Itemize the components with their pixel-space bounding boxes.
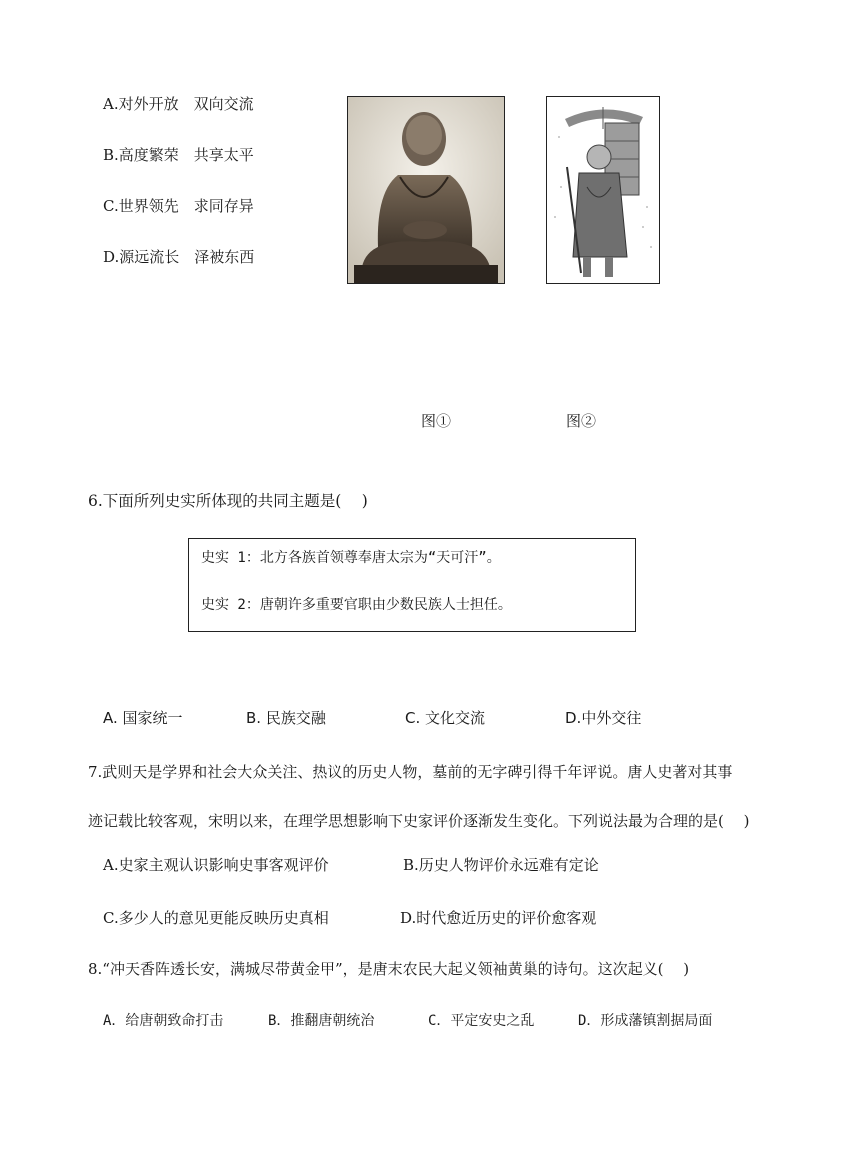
q6-facts-box xyxy=(188,538,636,632)
q8-option-b: B．推翻唐朝统治 xyxy=(268,1013,375,1029)
q6-option-d: D.中外交往 xyxy=(565,709,642,727)
traveling-monk-illustration xyxy=(547,97,659,283)
q6-option-a: A. 国家统一 xyxy=(103,709,183,727)
q6-stem: 6.下面所列史实所体现的共同主题是( ) xyxy=(88,492,368,510)
q6-fact-2: 史实 2：唐朝许多重要官职由少数民族人士担任。 xyxy=(201,597,512,613)
figure-2-caption: 图② xyxy=(566,412,597,430)
figure-1-caption: 图① xyxy=(421,412,452,430)
q5-option-c: C.世界领先 求同存异 xyxy=(103,197,254,215)
q6-option-b: B. 民族交融 xyxy=(246,709,326,727)
q5-option-a: A.对外开放 双向交流 xyxy=(103,95,254,113)
q5-option-b: B.高度繁荣 共享太平 xyxy=(103,146,254,164)
q7-stem-line-1: 7.武则天是学界和社会大众关注、热议的历史人物，墓前的无字碑引得千年评说。唐人史著对其事 xyxy=(88,763,733,781)
q7-option-a: A.史家主观认识影响史事客观评价 xyxy=(103,856,329,874)
q7-stem-line-2: 迹记载比较客观，宋明以来，在理学思想影响下史家评价逐渐发生变化。下列说法最为合理的是( ) xyxy=(88,812,750,830)
q8-stem: 8.“冲天香阵透长安，满城尽带黄金甲”，是唐末农民大起义领袖黄巢的诗句。这次起义( ) xyxy=(88,960,690,978)
figure-1-seated-monk-statue xyxy=(347,96,505,284)
q8-option-c: C．平定安史之乱 xyxy=(428,1013,535,1029)
monk-statue-illustration xyxy=(348,97,504,283)
q8-option-a: A．给唐朝致命打击 xyxy=(103,1013,224,1029)
q7-option-d: D.时代愈近历史的评价愈客观 xyxy=(400,909,597,927)
q6-fact-1: 史实 1：北方各族首领尊奉唐太宗为“天可汗”。 xyxy=(201,550,501,566)
q5-option-d: D.源远流长 泽被东西 xyxy=(103,248,255,266)
figure-2-traveling-monk xyxy=(546,96,660,284)
q6-option-c: C. 文化交流 xyxy=(405,709,486,727)
q7-option-b: B.历史人物评价永远难有定论 xyxy=(403,856,599,874)
q8-option-d: D．形成藩镇割据局面 xyxy=(578,1013,713,1029)
q7-option-c: C.多少人的意见更能反映历史真相 xyxy=(103,909,329,927)
